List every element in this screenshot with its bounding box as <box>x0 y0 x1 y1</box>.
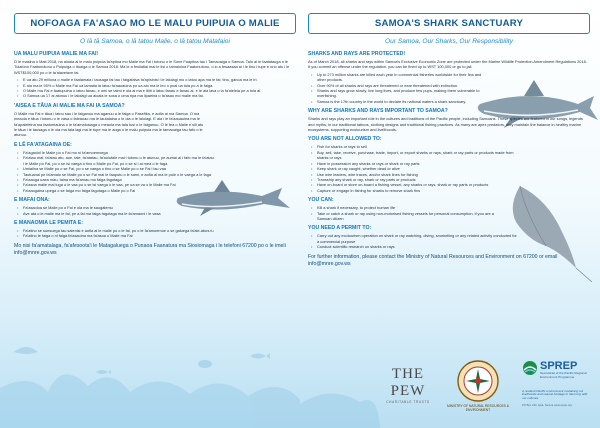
sprep-name: SPREP <box>540 360 578 372</box>
samoan-intro-text: O le masina o Mati 2018, na aloaia ai le malu puipuia fa'apitoa mo Malie ma Fai i totonu o le Sone Faapitoa tau i Tamaoaiga o Samoa. Talu ai le faatatauga o le Tulafono Faatonutonu o Puipuiga o Ituaiga o le Samoa 2018. Ma le a fesilafiai mai le lisi o tamaloloa Faatonutonu, o lo a fesaasaa ai i le tino i tupe e ono atu i le WST$100,000 po o le fa'alavelave fai. <box>14 59 290 75</box>
list-item: • Up to 273 million sharks are killed each year in commercial fisheries worldwide for their fins and other products. <box>317 72 487 83</box>
samoan-title: NOFOAGA FA'ASAO MO LE MALU PUIPUIA O MALIE <box>14 13 296 34</box>
list-item: • Buy, sell, take, receive, purchase, trade, import, or export sharks or rays, shark or ray parts or products made from sharks or rays <box>317 150 517 161</box>
government-seal-icon <box>456 359 500 403</box>
english-subtitle: Our Samoa, Our Sharks, Our Responsibility <box>385 38 513 45</box>
english-heading-protected: SHARKS AND RAYS ARE PROTECTED! <box>308 51 406 57</box>
samoan-heading-protected: UA MALU PUIPUIA MALIE MA FAI! <box>14 51 99 57</box>
list-item: • Keep shark or ray caught, whether dead or alive <box>317 166 517 171</box>
english-heading-permit: YOU NEED A PERMIT TO: <box>308 225 372 232</box>
reef-silhouette-right <box>300 393 380 428</box>
list-item: • Kill a shark if necessary, to protect human life <box>317 205 507 210</box>
english-heading-why-important: WHY ARE SHARKS AND RAYS IMPORTANT TO SAMOA? <box>308 108 448 115</box>
list-item: • Have in possession any sharks or rays or shark or ray parts <box>317 161 517 166</box>
samoan-contact-info: Mo nisi fa'amatalaga, fa'afesoota'i le Matagaluega o Punaoa Faanatura ma Siosiomaga i le telefoni 67200 po o le imeli info@mnre.gov.ws <box>14 242 286 256</box>
english-intro-text: As of March 2018, all sharks and rays within Samoa's Exclusive Economic Zone are protected under the Marine Wildlife Protection Amendment Regulations 2018. If you commit an offense under the regulation, you can be fined up to WST 100,000 or go to jail. <box>308 59 587 70</box>
list-item: • Take or catch a shark or ray using non-motorised fishing vessels for personal consumption, if you are a Samoan citizen <box>317 211 507 222</box>
turtle-silhouette-icon <box>198 360 212 368</box>
ray-silhouette-icon <box>14 347 38 354</box>
sprep-emblem-icon <box>522 360 538 376</box>
list-item: • Transship any shark or ray, shark or ray parts or products <box>317 177 517 182</box>
sprep-full-name: Secretariat of the Pacific Regional Environment Programme <box>540 371 587 379</box>
english-not-allowed-list <box>308 144 517 193</box>
list-item: • Over 90% of all sharks and rays are threatened or near threatened with extinction. <box>317 83 487 88</box>
list-item: • Sharks and rays grow slowly, live long lives, and produce few pups, making them vulnerable to overfishing. <box>317 88 487 99</box>
english-heading-not-allowed: YOU ARE NOT ALLOWED TO: <box>308 136 382 143</box>
list-item: • Samoa is the 17th country in the world to declare its national waters a shark sanctuary. <box>317 99 487 104</box>
list-item: • Fish for sharks or rays to sell <box>317 144 517 149</box>
samoan-can-list <box>14 205 296 216</box>
english-title: SAMOA'S SHARK SANCTUARY <box>308 13 590 34</box>
sprep-address: PO Box 240, Apia, Samoa www.sprep.org <box>522 403 572 407</box>
list-item: • Fa'agaoioi le Malie po o Fai mo ni fa'amoemoega <box>23 150 215 155</box>
pew-logo <box>380 366 436 404</box>
ministry-name: MINISTRY OF NATURAL RESOURCES & ENVIRONMENT <box>447 404 509 412</box>
samoan-heading-not-allowed: E LĒ FA'ATAGAINA OE: <box>14 141 72 148</box>
list-item: • Capture or engage in fishing for sharks to remove shark fins <box>317 188 517 193</box>
list-item: • Fa'aaogaina upega o se faiga mo faiga fagotaga o Malie po o Fai <box>23 188 215 193</box>
pew-logo-sub: CHARITABLE TRUSTS <box>386 400 430 404</box>
list-item: • Tautuanai pe fa'amalo se Malie po o se Fai mai le faaputu o le sami, e aofia ai ma le pule o le vaega a le faga <box>23 172 215 177</box>
english-heading-can: YOU CAN: <box>308 197 334 204</box>
list-item: • E ua atu 29 miliona o malie e faatamaia i tausaga fai tau i faigafaiva fa'apisinisi i le lalolagi mo o latou apa ma le fai, tino, ganoa ma le iri. <box>23 77 296 82</box>
list-item: • Fa'atau mai, fa'atau atu, aue, tale, fa'atatau, fa'aulufale mai i totonu o le atunuu, pe aumai ai i fafo ma le fa'atau i le Malie po Fai, po o se isi vaega o tino o Malie po Fai, po o se si i ai mea o le faga <box>23 155 215 166</box>
list-item: • Conduct scientific research on sharks or rays <box>317 244 517 249</box>
list-item: • Have on-board or store on-board a fishing vessel, any sharks or rays, shark or ray parts or products <box>317 182 517 187</box>
list-item: • Umiaiina se Malie po o se Fai, po o se vaega o tino o se Malie po o se Fai i lau vaa <box>23 166 215 171</box>
sprep-tagline: A resilient Pacific environment sustaining our livelihoods and natural heritage in harmony with our cultures. <box>522 388 588 401</box>
list-item: • Fa'asoa malie mai luga o le vaa po o se isi vaega o le vaa, pe ua se va o le Malie ma Fai <box>23 182 215 187</box>
english-importance-text: Sharks and rays play an important role in the cultures and traditions of the Pacific people, including Samoans. These species are featured in our songs, legends and myths, in our traditional tattoos, clothing designs and traditional fishing practices. As many are apex predators, they maintain the balance in healthy marine ecosystems, supporting ecotourism and livelihoods. <box>308 116 583 133</box>
samoan-permit-list <box>14 228 296 239</box>
list-item: • Fa'atino se suesuega tau saienisi e aofia ai le malie po o le fai, po o le fa'amoemoe o se galuega fa'ale-atunu'u <box>23 228 296 233</box>
sprep-logo <box>522 358 592 407</box>
samoan-column <box>14 13 296 257</box>
samoan-importance-text: O Malie ma Fai e tāua i latou sao i le faiganuu ma aganuu a le faiga o Pasefika, e aofia ai ma Samoa. O ma meaola e tāua i totonu o le vasa o faleaoao ma le tautalaina o le ola o le lalolagi. E ala i le fa'aauauina ma le fa'apaleleina ma faatumauina o le fa'amalosiaga o meaola ma tala tusi o le faiganuu. O le fea o Malie e sili atu le tāua i le tausaga o le ola ma tala lagi ma le tupe ma le aoga o le malu puipuia ma le tamaoaiga tau fafo o le atunuu. <box>14 110 204 138</box>
samoan-heading-why-important: 'AISEA E TĀUA AI MALIE MA FAI IA SAMOA? <box>14 102 125 109</box>
list-item: • Use wire leaders, wire traces, and/or shark lines for fishing <box>317 172 517 177</box>
samoan-not-allowed-list <box>14 150 215 193</box>
list-item: • Carry out any ecotourism operation on shark or ray watching, diving, snorkelling or any related activity conducted for a commercial purpose <box>317 233 517 244</box>
list-item: • Ave ata o le malie ma le fai, pe a fai ma faiga fagotaga ma le fa'amaoni i le vasa <box>23 211 296 216</box>
english-column <box>308 13 590 268</box>
fish-silhouette-icon <box>250 353 270 359</box>
samoan-subtitle: O lā tā Samoa, o lā tatou Malie, o lā tatou Matafaioi <box>80 38 230 45</box>
english-can-list <box>308 205 507 221</box>
english-facts-list <box>308 72 487 104</box>
reef-silhouette <box>0 374 300 428</box>
pew-logo-name: THE PEW <box>390 366 426 399</box>
samoan-facts-list <box>14 77 296 99</box>
list-item: • E ala ma le 90% o Malie ma Fai ua lamatia la latou fa'aauauina po ua alo ma le leo o puai ua tula po a le faiga. <box>23 83 296 88</box>
list-item: • O Samoa ua 17 ai atunuu i le lalolagi ua aloaia le sosa o uma ripa ma lipaeina o fa'asao mo malie ma fai. <box>23 93 296 98</box>
list-item: • Fa'asaoloa se Malie po o Fai e ola ma le saogalemu <box>23 205 296 210</box>
fish-silhouette-icon <box>96 370 111 374</box>
list-item: • O Malie ma Fai e faatupuina o latou fanau, e umi se taimi e ola ai ma e itiiti o latou fanau e fanau ai, e le ala lava o la fa'aleleia pe a tula ai. <box>23 88 296 93</box>
samoan-heading-permit: E MANAOMIA LE PEMITA E: <box>14 219 83 226</box>
english-permit-list <box>308 233 517 249</box>
samoan-heading-can: E MAFAI ONA: <box>14 197 50 204</box>
list-item: • Fa'atino le faiga o ni faiga fa'asaoina ma fa'asoa o Malie ma Fai <box>23 233 296 238</box>
english-contact-info: For further information, please contact the Ministry of Natural Resources and Environment on 67200 or email info@mnre.gov.ws <box>308 253 558 267</box>
partner-logos <box>380 356 592 422</box>
list-item: • Fa'aaoga uaea mau, taina ma fa'amau mo faiga fagotaga <box>23 177 215 182</box>
